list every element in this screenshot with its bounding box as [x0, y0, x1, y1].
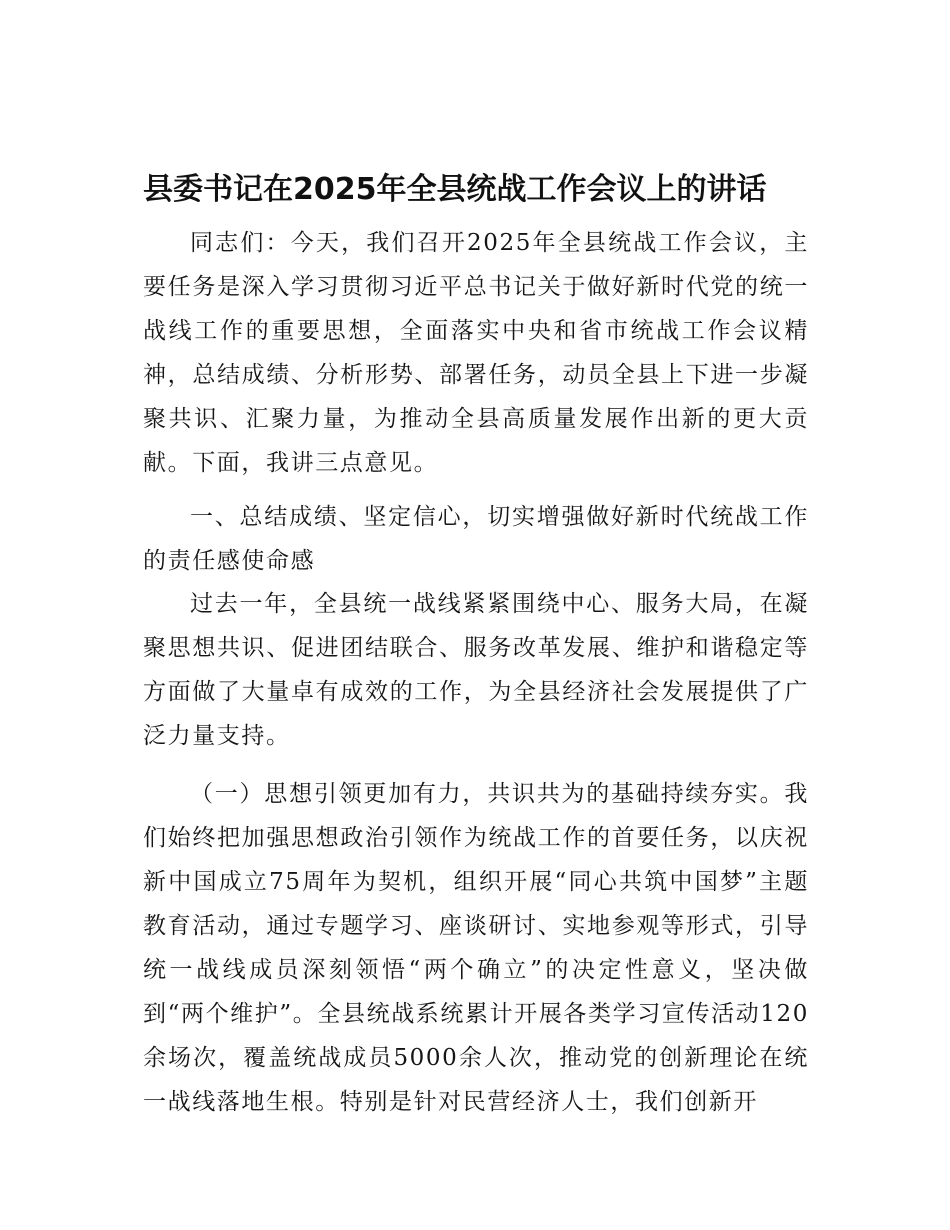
subsection-paragraph-1: （一）思想引领更加有力，共识共为的基础持续夯实。我们始终把加强思想政治引领作为统战工作的首要任务，以庆祝新中国成立75周年为契机，组织开展“同心共筑中国梦”主题教育活动，通过专题学习、座谈研讨、实地参观等形式，引导统一战线成员深刻领悟“两个确立”的决定性意义，坚决做到“两个维护”。全县统战系统累计开展各类学习宣传活动120余场次，覆盖统战成员5000余人次，推动党的创新理论在统一战线落地生根。特别是针对民营经济人士，我们创新开 [143, 781, 809, 1115]
summary-paragraph: 过去一年，全县统一战线紧紧围绕中心、服务大局，在凝聚思想共识、促进团结联合、服务改革发展、维护和谐稳定等方面做了大量卓有成效的工作，为全县经济社会发展提供了广泛力量支持。 [143, 591, 809, 749]
section-heading-1: 一、总结成绩、坚定信心，切实增强做好新时代统战工作的责任感使命感 [143, 504, 809, 574]
document-title: 县委书记在2025年全县统战工作会议上的讲话 [143, 172, 767, 207]
opening-paragraph: 同志们：今天，我们召开2025年全县统战工作会议，主要任务是深入学习贯彻习近平总书记关于做好新时代党的统一战线工作的重要思想，全面落实中央和省市统战工作会议精神，总结成绩、分析形势、部署任务，动员全县上下进一步凝聚共识、汇聚力量，为推动全县高质量发展作出新的更大贡献。下面，我讲三点意见。 [143, 230, 809, 476]
